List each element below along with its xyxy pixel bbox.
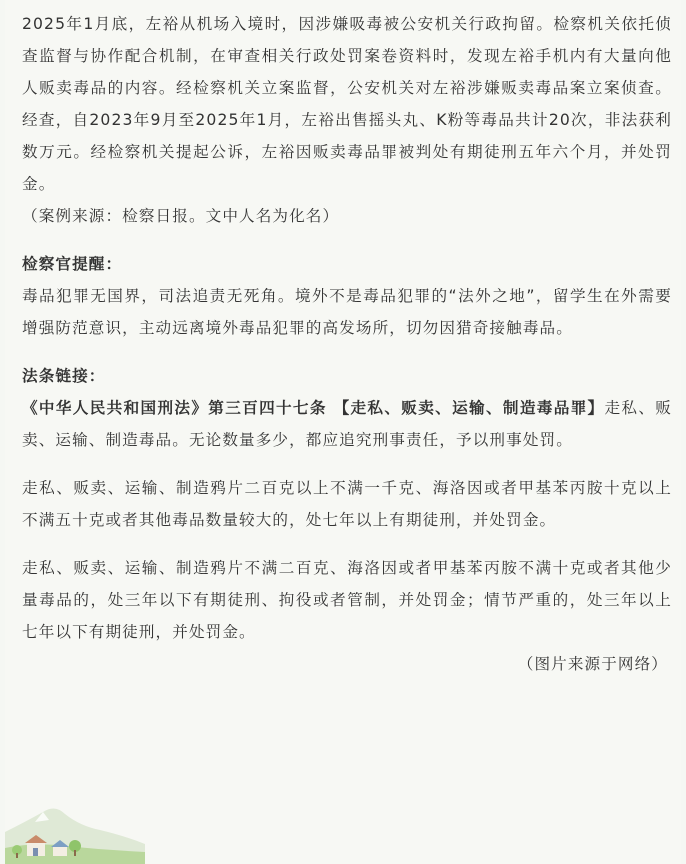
- law-paragraph-2: 走私、贩卖、运输、制造鸦片二百克以上不满一千克、海洛因或者甲基苯丙胺十克以上不满五十克或者其他毒品数量较大的，处七年以上有期徒刑，并处罚金。: [22, 479, 672, 529]
- law-paragraph-3: 走私、贩卖、运输、制造鸦片不满二百克、海洛因或者甲基苯丙胺不满十克或者其他少量毒品的，处三年以下有期徒刑、拘役或者管制，并处罚金；情节严重的，处三年以上七年以下有期徒刑，并处罚金。: [22, 559, 672, 641]
- law-article-text: 走私、贩卖、运输、制造毒品。无论数量多少，都应追究刑事责任，予以刑事处罚。: [22, 399, 672, 449]
- law-heading: 法条链接：: [22, 367, 106, 385]
- reminder-heading: 检察官提醒：: [22, 255, 123, 273]
- reminder-text: 毒品犯罪无国界，司法追责无死角。境外不是毒品犯罪的“法外之地”，留学生在外需要增强防范意识，主动远离境外毒品犯罪的高发场所，切勿因猎奇接触毒品。: [22, 287, 672, 337]
- law-article-title: 《中华人民共和国刑法》第三百四十七条 【走私、贩卖、运输、制造毒品罪】: [22, 399, 605, 417]
- case-paragraph: 2025年1月底，左裕从机场入境时，因涉嫌吸毒被公安机关行政拘留。检察机关依托侦查监督与协作配合机制，在审查相关行政处罚案卷资料时，发现左裕手机内有大量向他人贩卖毒品的内容。经检察机关立案监督，公安机关对左裕涉嫌贩卖毒品案立案侦查。经查，自2023年9月至2025年1月，左裕出售摇头丸、K粉等毒品共计20次，非法获利数万元。经检察机关提起公诉，左裕因贩卖毒品罪被判处有期徒刑五年六个月，并处罚金。: [22, 15, 672, 193]
- image-credit: （图片来源于网络）: [517, 655, 668, 673]
- law-article: [22, 392, 672, 456]
- village-landscape-icon: [5, 792, 145, 864]
- article-frame: [5, 0, 681, 864]
- case-source: （案例来源：检察日报。文中人名为化名）: [22, 207, 340, 225]
- article-body: [22, 8, 672, 680]
